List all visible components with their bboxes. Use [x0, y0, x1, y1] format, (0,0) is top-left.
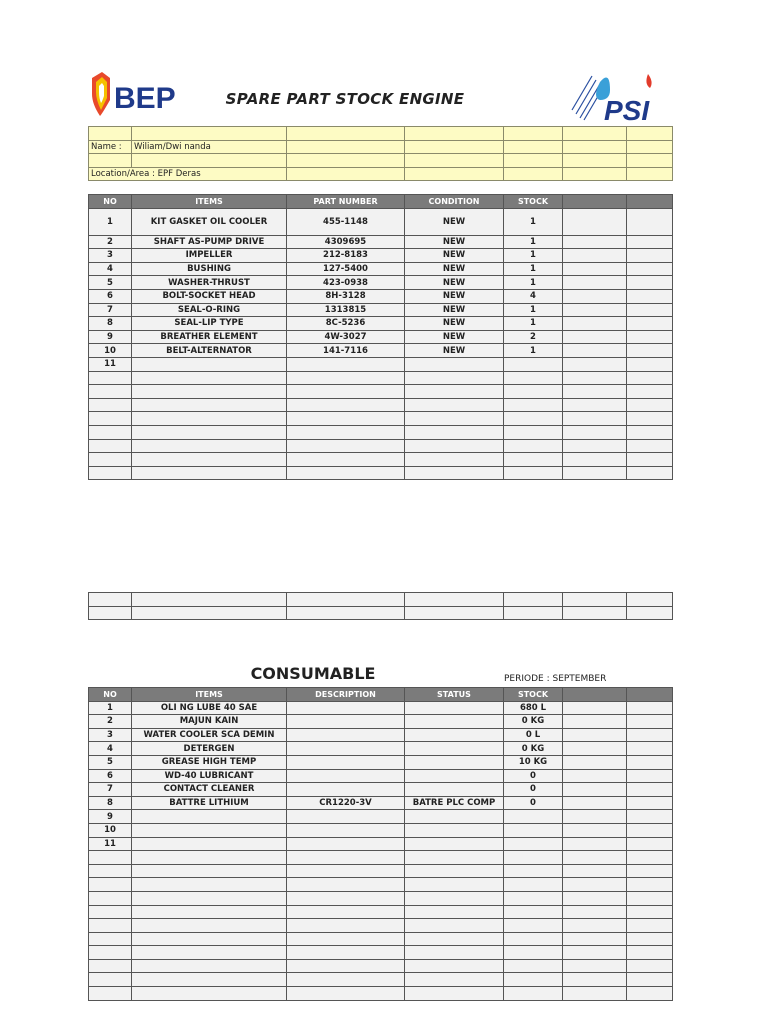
- empty-row: [89, 959, 673, 973]
- table-cell: CONTACT CLEANER: [132, 783, 287, 797]
- table-row: [89, 317, 673, 331]
- col-header: [627, 688, 673, 702]
- table-cell: 0: [504, 769, 563, 783]
- table-row: [89, 701, 673, 715]
- table-row: [89, 289, 673, 303]
- table-cell: KIT GASKET OIL COOLER: [132, 208, 287, 235]
- col-header: [627, 195, 673, 209]
- col-header: CONDITION: [405, 195, 504, 209]
- table-cell: [405, 783, 504, 797]
- consumable-table-header: [89, 688, 673, 702]
- table-cell: OLI NG LUBE 40 SAE: [132, 701, 287, 715]
- empty-row: [89, 932, 673, 946]
- table-cell: BATRE PLC COMP: [405, 796, 504, 810]
- table-cell: NEW: [405, 330, 504, 344]
- table-cell: 11: [89, 357, 132, 371]
- table-cell: 10: [89, 344, 132, 358]
- table-cell: NEW: [405, 303, 504, 317]
- col-header: NO: [89, 688, 132, 702]
- empty-row: [89, 439, 673, 453]
- table-cell: 1: [504, 276, 563, 290]
- empty-row: [89, 864, 673, 878]
- table-cell: [132, 823, 287, 837]
- col-header: ITEMS: [132, 195, 287, 209]
- table-cell: 2: [89, 235, 132, 249]
- table-cell: [287, 701, 405, 715]
- table-cell: [132, 357, 287, 371]
- table-cell: [287, 837, 405, 851]
- table-cell: 1: [89, 208, 132, 235]
- table-cell: 8C-5236: [287, 317, 405, 331]
- col-header: [563, 688, 627, 702]
- table-cell: 1: [504, 303, 563, 317]
- table-cell: 423-0938: [287, 276, 405, 290]
- svg-text:PSI: PSI: [604, 95, 650, 126]
- table-row: [89, 357, 673, 371]
- table-cell: [405, 837, 504, 851]
- table-cell: BELT-ALTERNATOR: [132, 344, 287, 358]
- table-cell: [287, 755, 405, 769]
- name-label: Name :: [89, 140, 132, 154]
- table-cell: 3: [89, 728, 132, 742]
- svg-text:BEP: BEP: [114, 82, 176, 115]
- table-cell: 141-7116: [287, 344, 405, 358]
- table-cell: 3: [89, 249, 132, 263]
- empty-row: [89, 371, 673, 385]
- table-cell: 10 KG: [504, 755, 563, 769]
- psi-logo: [570, 70, 662, 126]
- table-cell: 11: [89, 837, 132, 851]
- table-cell: [132, 837, 287, 851]
- table-cell: 4: [504, 289, 563, 303]
- table-cell: MAJUN KAIN: [132, 715, 287, 729]
- col-header: PART NUMBER: [287, 195, 405, 209]
- table-cell: 0 KG: [504, 742, 563, 756]
- table-row: [89, 755, 673, 769]
- table-cell: [405, 742, 504, 756]
- table-cell: [405, 701, 504, 715]
- table-cell: [504, 357, 563, 371]
- table-cell: WASHER-THRUST: [132, 276, 287, 290]
- col-header: NO: [89, 195, 132, 209]
- table-cell: 1: [504, 262, 563, 276]
- table-cell: [405, 357, 504, 371]
- empty-row: [89, 398, 673, 412]
- table-cell: [287, 810, 405, 824]
- table-cell: NEW: [405, 235, 504, 249]
- table-cell: [504, 810, 563, 824]
- table-cell: NEW: [405, 262, 504, 276]
- table-cell: 1313815: [287, 303, 405, 317]
- table-row: [89, 742, 673, 756]
- table-cell: 5: [89, 276, 132, 290]
- table-row: [89, 330, 673, 344]
- table-cell: 1: [89, 701, 132, 715]
- table-cell: 8: [89, 796, 132, 810]
- table-row: [89, 715, 673, 729]
- table-cell: 9: [89, 330, 132, 344]
- table-cell: IMPELLER: [132, 249, 287, 263]
- table-row: [89, 208, 673, 235]
- table-cell: 0: [504, 783, 563, 797]
- stock-table-header: [89, 195, 673, 209]
- table-cell: [287, 357, 405, 371]
- empty-row: [89, 905, 673, 919]
- table-cell: [405, 715, 504, 729]
- table-cell: 0 KG: [504, 715, 563, 729]
- table-cell: WD-40 LUBRICANT: [132, 769, 287, 783]
- table-cell: 2: [89, 715, 132, 729]
- table-cell: 7: [89, 303, 132, 317]
- empty-row: [89, 851, 673, 865]
- table-row: [89, 783, 673, 797]
- table-cell: [287, 769, 405, 783]
- name-value: Wiliam/Dwi nanda: [132, 140, 287, 154]
- table-cell: BUSHING: [132, 262, 287, 276]
- table-row: [89, 769, 673, 783]
- table-row: [89, 276, 673, 290]
- table-row: [89, 728, 673, 742]
- table-row: [89, 249, 673, 263]
- table-cell: 4: [89, 742, 132, 756]
- table-cell: [287, 715, 405, 729]
- table-cell: 4W-3027: [287, 330, 405, 344]
- table-cell: 1: [504, 249, 563, 263]
- table-cell: 10: [89, 823, 132, 837]
- empty-row: [89, 453, 673, 467]
- table-cell: 4309695: [287, 235, 405, 249]
- bep-logo: [88, 70, 176, 124]
- empty-row: [89, 412, 673, 426]
- col-header: ITEMS: [132, 688, 287, 702]
- stock-table: [88, 194, 673, 480]
- table-cell: 8H-3128: [287, 289, 405, 303]
- table-cell: [287, 742, 405, 756]
- empty-row: [89, 385, 673, 399]
- table-cell: 8: [89, 317, 132, 331]
- table-row: [89, 837, 673, 851]
- table-row: [89, 303, 673, 317]
- table-cell: NEW: [405, 249, 504, 263]
- page-title: SPARE PART STOCK ENGINE: [225, 90, 465, 108]
- consumable-title: CONSUMABLE: [250, 664, 376, 683]
- col-header: STATUS: [405, 688, 504, 702]
- table-cell: NEW: [405, 317, 504, 331]
- table-cell: BREATHER ELEMENT: [132, 330, 287, 344]
- table-cell: BOLT-SOCKET HEAD: [132, 289, 287, 303]
- table-cell: NEW: [405, 289, 504, 303]
- table-cell: 0: [504, 796, 563, 810]
- col-header: DESCRIPTION: [287, 688, 405, 702]
- table-cell: 212-8183: [287, 249, 405, 263]
- info-table: [88, 126, 673, 181]
- table-cell: [504, 837, 563, 851]
- table-cell: DETERGEN: [132, 742, 287, 756]
- table-cell: [504, 823, 563, 837]
- table-cell: 6: [89, 769, 132, 783]
- table-cell: [405, 769, 504, 783]
- col-header: [563, 195, 627, 209]
- col-header: STOCK: [504, 195, 563, 209]
- table-cell: 5: [89, 755, 132, 769]
- periode-label: PERIODE : SEPTEMBER: [504, 674, 607, 684]
- blank-table: [88, 592, 673, 620]
- empty-row: [89, 919, 673, 933]
- empty-row: [89, 946, 673, 960]
- empty-row: [89, 891, 673, 905]
- table-cell: [132, 810, 287, 824]
- table-row: [89, 810, 673, 824]
- empty-row: [89, 878, 673, 892]
- table-cell: [405, 755, 504, 769]
- table-cell: 0 L: [504, 728, 563, 742]
- table-cell: [405, 810, 504, 824]
- table-cell: [287, 728, 405, 742]
- table-cell: [405, 823, 504, 837]
- table-cell: SEAL-O-RING: [132, 303, 287, 317]
- table-cell: NEW: [405, 208, 504, 235]
- empty-row: [89, 466, 673, 480]
- table-row: [89, 235, 673, 249]
- table-row: [89, 823, 673, 837]
- table-cell: 1: [504, 208, 563, 235]
- table-cell: NEW: [405, 344, 504, 358]
- table-cell: 4: [89, 262, 132, 276]
- table-cell: 6: [89, 289, 132, 303]
- table-cell: [287, 783, 405, 797]
- table-cell: CR1220-3V: [287, 796, 405, 810]
- table-cell: SHAFT AS-PUMP DRIVE: [132, 235, 287, 249]
- empty-row: [89, 425, 673, 439]
- table-cell: 7: [89, 783, 132, 797]
- table-cell: 2: [504, 330, 563, 344]
- empty-row: [89, 973, 673, 987]
- table-cell: [287, 823, 405, 837]
- table-row: [89, 262, 673, 276]
- table-cell: WATER COOLER SCA DEMIN: [132, 728, 287, 742]
- table-cell: 1: [504, 317, 563, 331]
- table-cell: 680 L: [504, 701, 563, 715]
- location-field: Location/Area : EPF Deras: [89, 167, 287, 181]
- table-cell: SEAL-LIP TYPE: [132, 317, 287, 331]
- table-cell: NEW: [405, 276, 504, 290]
- table-cell: 1: [504, 344, 563, 358]
- table-cell: 1: [504, 235, 563, 249]
- empty-row: [89, 987, 673, 1001]
- table-cell: GREASE HIGH TEMP: [132, 755, 287, 769]
- table-row: [89, 796, 673, 810]
- table-cell: [405, 728, 504, 742]
- table-cell: BATTRE LITHIUM: [132, 796, 287, 810]
- consumable-table: [88, 687, 673, 1001]
- table-row: [89, 344, 673, 358]
- table-cell: 127-5400: [287, 262, 405, 276]
- table-cell: 455-1148: [287, 208, 405, 235]
- table-cell: 9: [89, 810, 132, 824]
- col-header: STOCK: [504, 688, 563, 702]
